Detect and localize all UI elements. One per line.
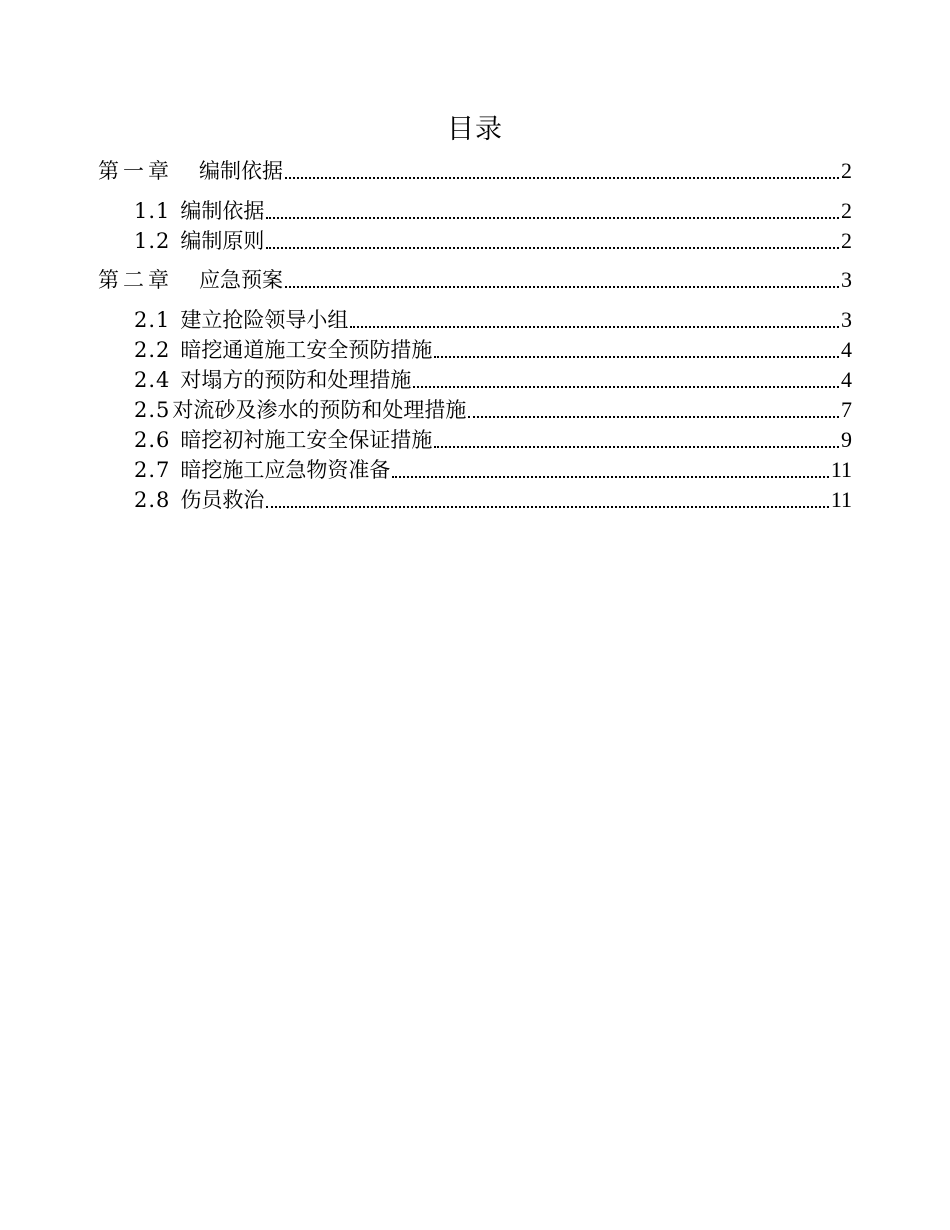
dot-leader bbox=[266, 217, 839, 219]
dot-leader bbox=[413, 386, 839, 388]
toc-entry-number: 第一章 bbox=[98, 159, 173, 183]
toc-entry-2-4[interactable] bbox=[134, 366, 852, 394]
toc-entry-page: 11 bbox=[830, 457, 852, 482]
toc-entry-page: 11 bbox=[830, 487, 852, 512]
toc-entry-page: 2 bbox=[841, 198, 852, 223]
dot-leader bbox=[285, 177, 839, 179]
toc-entry-title: 伤员救治 bbox=[180, 488, 265, 512]
toc-entry-title: 编制原则 bbox=[180, 229, 265, 253]
toc-entry-page: 3 bbox=[841, 307, 852, 332]
toc-entry-title: 暗挖初衬施工安全保证措施 bbox=[180, 428, 433, 452]
toc-entry-title: 暗挖施工应急物资准备 bbox=[180, 458, 391, 482]
toc-entry-2-8[interactable] bbox=[134, 486, 852, 514]
dot-leader bbox=[285, 286, 839, 288]
toc-entry-number: 2.6 bbox=[134, 428, 171, 452]
toc-entry-2-1[interactable] bbox=[134, 306, 852, 334]
dot-leader bbox=[392, 476, 828, 478]
toc-entry-page: 2 bbox=[841, 158, 852, 183]
dot-leader bbox=[434, 446, 839, 448]
toc-entry-title: 对塌方的预防和处理措施 bbox=[180, 368, 412, 392]
toc-entry-2-5[interactable] bbox=[134, 396, 852, 424]
dot-leader bbox=[350, 326, 839, 328]
dot-leader bbox=[434, 356, 839, 358]
toc-entry-number: 2.7 bbox=[134, 458, 171, 482]
toc-entry-page: 9 bbox=[841, 427, 852, 452]
toc-entry-page: 4 bbox=[841, 367, 852, 392]
toc-entry-chapter-1[interactable] bbox=[98, 157, 852, 185]
toc-entry-page: 4 bbox=[841, 337, 852, 362]
toc-entry-number: 2.4 bbox=[134, 368, 171, 392]
toc-entry-number: 2.2 bbox=[134, 338, 171, 362]
toc-entry-number: 2.8 bbox=[134, 488, 171, 512]
toc-entry-1-2[interactable] bbox=[134, 227, 852, 255]
toc-entry-page: 2 bbox=[841, 228, 852, 253]
page-title: 目录 bbox=[447, 114, 503, 145]
toc-entry-2-7[interactable] bbox=[134, 456, 852, 484]
toc-entry-title: 暗挖通道施工安全预防措施 bbox=[180, 338, 433, 362]
dot-leader bbox=[266, 247, 839, 249]
toc-entry-title: 编制依据 bbox=[180, 199, 265, 223]
toc-entry-number: 1.1 bbox=[134, 199, 171, 223]
toc-entry-page: 3 bbox=[841, 267, 852, 292]
toc-entry-title: 编制依据 bbox=[199, 159, 283, 183]
toc-entry-title: 应急预案 bbox=[199, 268, 283, 292]
toc-entry-2-2[interactable] bbox=[134, 336, 852, 364]
toc-entry-title: 对流砂及渗水的预防和处理措施 bbox=[172, 398, 467, 422]
toc-entry-number: 2.1 bbox=[134, 308, 171, 332]
toc-entry-number: 1.2 bbox=[134, 229, 171, 253]
toc-entry-number: 第二章 bbox=[98, 268, 173, 292]
dot-leader bbox=[266, 506, 828, 508]
toc-entry-chapter-2[interactable] bbox=[98, 266, 852, 294]
toc-entry-title: 建立抢险领导小组 bbox=[180, 308, 349, 332]
toc-entry-2-6[interactable] bbox=[134, 426, 852, 454]
toc-entry-page: 7 bbox=[841, 397, 852, 422]
dot-leader bbox=[468, 416, 839, 418]
toc-entry-number: 2.5 bbox=[134, 398, 171, 422]
toc-entry-1-1[interactable] bbox=[134, 197, 852, 225]
